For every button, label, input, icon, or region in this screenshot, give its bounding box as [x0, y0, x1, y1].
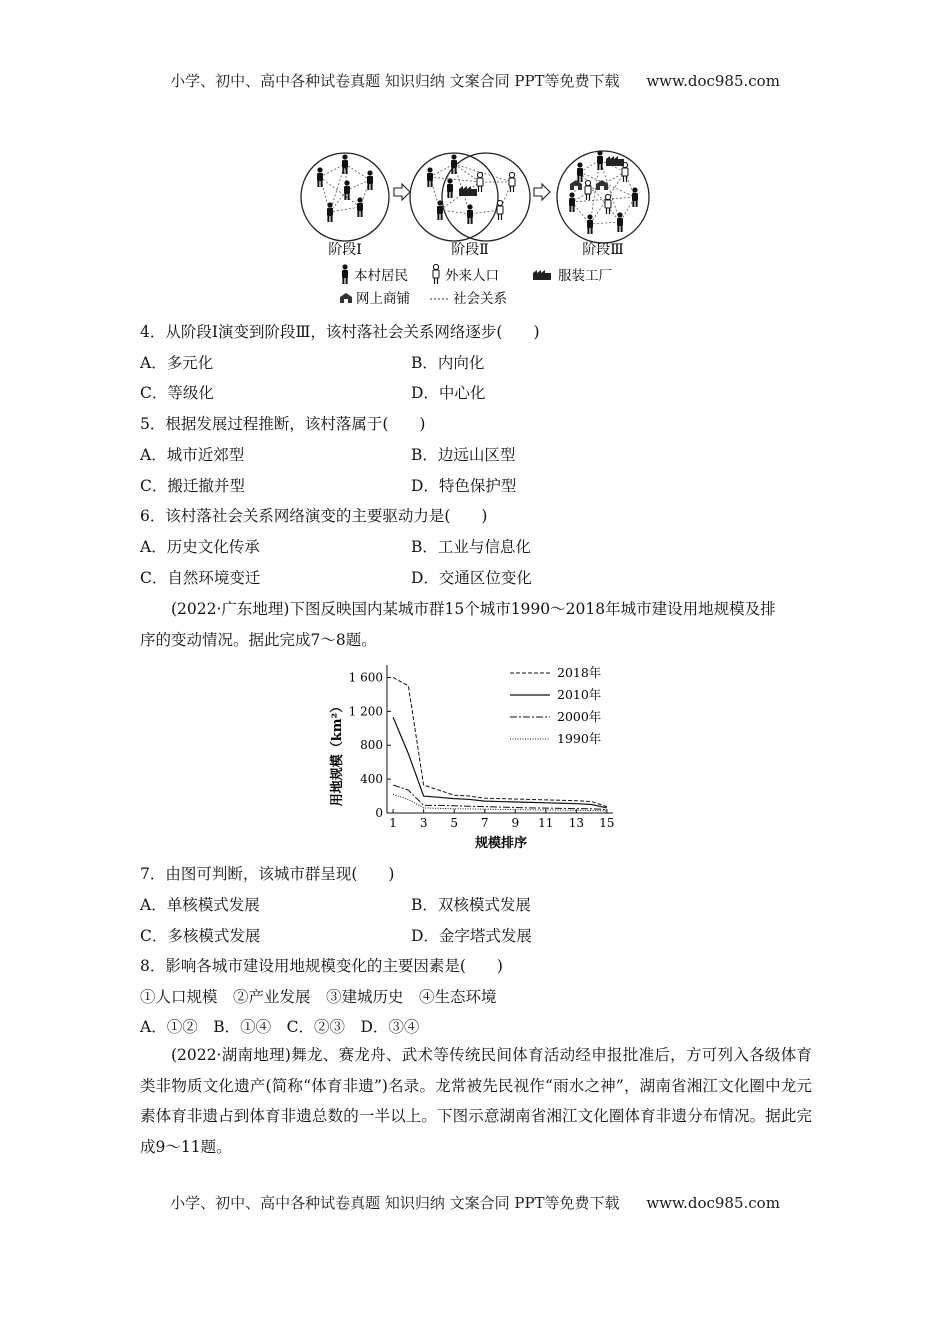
q7-option-a[interactable]: A．单核模式发展	[140, 896, 260, 914]
legend-factory: 服装工厂	[558, 268, 612, 284]
intro-7-8-line2: 序的变动情况。据此完成7～8题。	[140, 631, 377, 649]
stage-3-network	[557, 150, 649, 243]
chart-x-tick-label: 15	[599, 816, 615, 830]
q6-option-b[interactable]: B．工业与信息化	[411, 538, 531, 556]
chart-y-tick-label: 1 200	[348, 704, 383, 719]
legend-label: 1990年	[557, 731, 602, 746]
footer-url[interactable]: www.doc985.com	[646, 1194, 780, 1212]
q8-options[interactable]: A．①② B．①④ C．②③ D．③④	[140, 1018, 420, 1036]
stage-1-label: 阶段Ⅰ	[328, 242, 362, 258]
page-footer	[0, 1192, 950, 1213]
q4-stem: 4．从阶段Ⅰ演变到阶段Ⅲ，该村落社会关系网络逐步( )	[140, 323, 540, 341]
stage-2-label: 阶段Ⅱ	[451, 242, 489, 258]
chart-x-tick-label: 1	[389, 816, 397, 830]
legend-label: 2018年	[557, 665, 602, 680]
legend-migrant: 外来人口	[445, 268, 499, 284]
q6-option-c[interactable]: C．自然环境变迁	[140, 569, 261, 587]
factory-icon	[533, 270, 551, 280]
chart-ylabel: 用地规模（km²）	[330, 699, 345, 807]
legend-shop: 网上商铺	[356, 291, 410, 307]
chart-y-tick-label: 1 600	[348, 670, 383, 685]
q5-option-c[interactable]: C．搬迁撤并型	[140, 477, 245, 495]
figure-legend	[340, 264, 612, 307]
chart-x-tick-label: 3	[419, 816, 428, 830]
q6-stem: 6．该村落社会关系网络演变的主要驱动力是( )	[140, 507, 488, 525]
q8-items: ①人口规模 ②产业发展 ③建城历史 ④生态环境	[140, 988, 497, 1006]
chart-x-tick-label: 9	[511, 816, 520, 830]
chart-x-tick-label: 13	[568, 816, 584, 830]
page-header	[0, 70, 950, 91]
village-network-figure	[290, 142, 670, 312]
shop-icon	[340, 293, 352, 303]
q6-option-d[interactable]: D．交通区位变化	[411, 569, 532, 587]
q5-option-b[interactable]: B．边远山区型	[411, 446, 516, 464]
chart-y-tick-label: 400	[360, 772, 383, 787]
q8-stem: 8．影响各城市建设用地规模变化的主要因素是( )	[140, 957, 503, 975]
villager-icon	[342, 264, 348, 284]
header-text: 小学、初中、高中各种试卷真题 知识归纳 文案合同 PPT等免费下载	[170, 72, 620, 90]
q5-option-a[interactable]: A．城市近郊型	[140, 446, 245, 464]
stage-3-label: 阶段Ⅲ	[582, 242, 624, 258]
chart-y-tick-label: 0	[375, 806, 383, 820]
q5-option-d[interactable]: D．特色保护型	[411, 477, 517, 495]
q5-stem: 5．根据发展过程推断，该村落属于( )	[140, 415, 426, 433]
q7-option-d[interactable]: D．金字塔式发展	[411, 927, 532, 945]
legend-label: 2010年	[557, 687, 602, 702]
chart-x-tick-label: 11	[538, 816, 554, 830]
migrant-icon	[433, 264, 439, 284]
legend-label: 2000年	[557, 709, 602, 724]
q4-option-b[interactable]: B．内向化	[411, 354, 485, 372]
q7-option-b[interactable]: B．双核模式发展	[411, 896, 531, 914]
intro-9-11	[140, 1040, 812, 1162]
series-line-2000年	[393, 785, 607, 810]
q4-option-d[interactable]: D．中心化	[411, 384, 486, 402]
header-url[interactable]: www.doc985.com	[646, 72, 780, 90]
legend-relation: 社会关系	[453, 291, 507, 307]
q7-option-c[interactable]: C．多核模式发展	[140, 927, 261, 945]
legend-villager: 本村居民	[354, 268, 408, 284]
intro-9-11-text: (2022·湖南地理)舞龙、赛龙舟、武术等传统民间体育活动经申报批准后，方可列入各级体育类非物质文化遗产(简称“体育非遗”)名录。龙常被先民视作“雨水之神”，湖南省湘江文化圈中龙元素体育非遗占到体育非遗总数的一半以上。下图示意湖南省湘江文化圈体育非遗分布情况。据此完成9～11题。	[140, 1046, 812, 1156]
footer-text: 小学、初中、高中各种试卷真题 知识归纳 文案合同 PPT等免费下载	[170, 1194, 620, 1212]
chart-xlabel: 规模排序	[474, 836, 528, 851]
intro-7-8-line1: (2022·广东地理)下图反映国内某城市群15个城市1990～2018年城市建设用地规模及排	[171, 600, 776, 618]
arrow-right-icon	[534, 184, 550, 200]
land-use-chart	[325, 655, 625, 855]
q4-option-a[interactable]: A．多元化	[140, 354, 214, 372]
q7-stem: 7．由图可判断，该城市群呈现( )	[140, 865, 395, 883]
chart-x-tick-label: 7	[480, 816, 489, 830]
arrow-right-icon	[394, 184, 410, 200]
q6-option-a[interactable]: A．历史文化传承	[140, 538, 260, 556]
q4-option-c[interactable]: C．等级化	[140, 384, 214, 402]
stage-2-network	[410, 153, 530, 241]
chart-y-tick-label: 800	[360, 738, 383, 753]
chart-x-tick-label: 5	[450, 816, 459, 830]
stage-1-network	[301, 153, 389, 241]
